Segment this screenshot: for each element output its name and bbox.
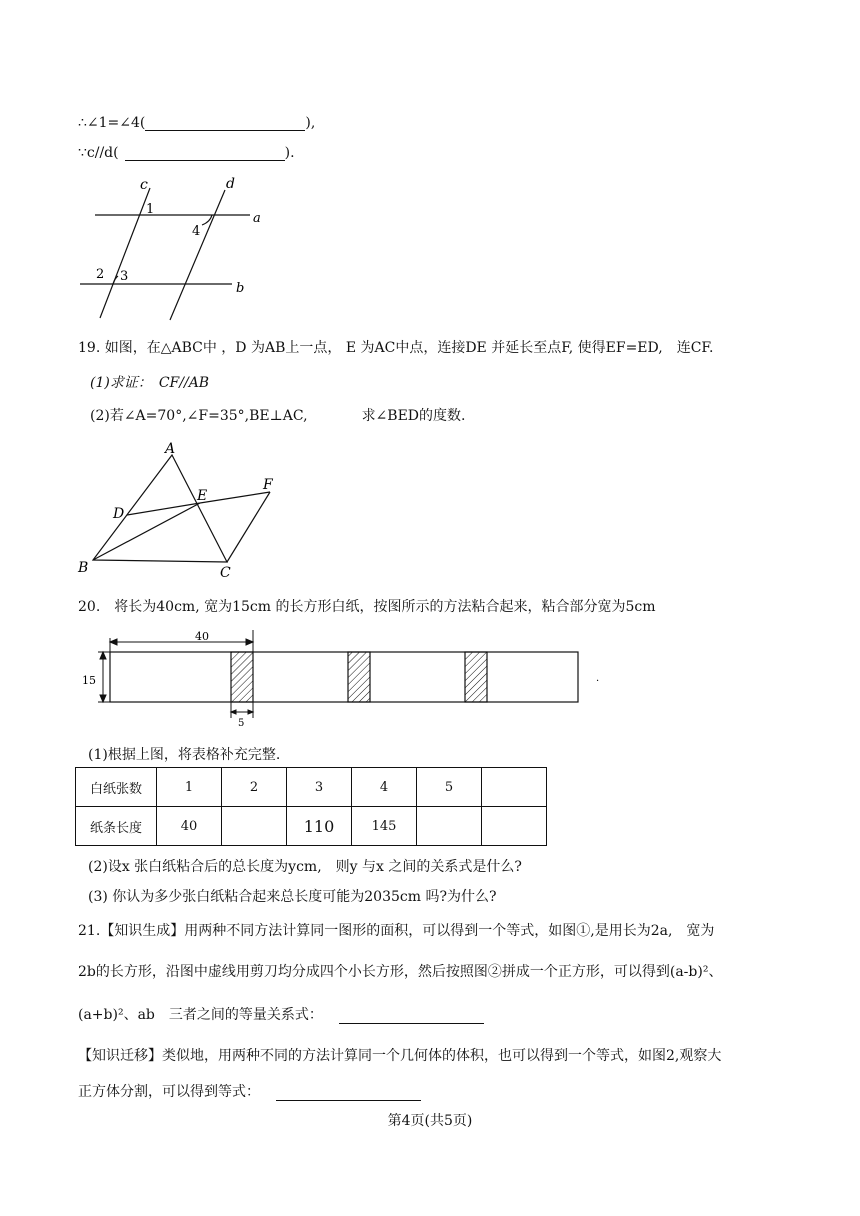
angle-1-label: 1: [146, 202, 155, 217]
angle-4-label: 4: [192, 224, 201, 239]
q21-line2: 2b的长方形，沿图中虚线用剪刀均分成四个小长方形，然后按照图②拼成一个正方形，可以得到(a-b)²、: [78, 964, 723, 980]
svg-text:·: ·: [596, 676, 600, 687]
q20-stem: 20. 将长为40cm, 宽为15cm 的长方形白纸，按图所示的方法粘合起来，粘合部分宽为5cm: [78, 599, 656, 615]
paper-strip: [110, 652, 578, 702]
q20-part1: (1)根据上图，将表格补充完整.: [88, 747, 281, 763]
table-cell: 110: [287, 807, 352, 846]
overlap-2: [348, 652, 370, 702]
q19-stem: 19. 如图，在△ABC中 ，D 为AB上一点， E 为AC中点，连接DE 并延长至点F, 使得EF=ED, 连CF.: [78, 340, 714, 356]
angle-3-label: 3: [120, 269, 129, 284]
table-cell: 40: [157, 807, 222, 846]
table-cell[interactable]: [417, 807, 482, 846]
table-header-cell: 纸条长度: [76, 807, 157, 846]
q21-line1: 21.【知识生成】用两种不同方法计算同一图形的面积，可以得到一个等式，如图①,是用长为2a, 宽为: [78, 923, 715, 939]
table-header-cell: 白纸张数: [76, 768, 157, 807]
table-cell[interactable]: [222, 807, 287, 846]
q21-line4: 【知识迁移】类似地，用两种不同的方法计算同一个几何体的体积，也可以得到一个等式，如图2,观察大: [78, 1048, 722, 1064]
q19-part2: (2)若∠A=70°,∠F=35°,BE⊥AC, 求∠BED的度数.: [90, 408, 466, 424]
q21-blank2[interactable]: [276, 1086, 421, 1101]
q18-line2: ∵c//d( ).: [78, 145, 295, 161]
table-cell: 1: [157, 768, 222, 807]
q20-table: [75, 767, 547, 846]
table-cell: 2: [222, 768, 287, 807]
dim-length-label: 40: [195, 630, 209, 643]
label-A: A: [165, 441, 176, 457]
label-c: c: [140, 177, 148, 193]
q18-line1: ∴∠1=∠4( ),: [78, 115, 316, 131]
table-cell: 4: [352, 768, 417, 807]
label-a: a: [253, 211, 261, 226]
label-D: D: [113, 506, 125, 522]
dim-width-label: 15: [82, 674, 96, 687]
table-cell: 5: [417, 768, 482, 807]
label-d: d: [226, 176, 235, 192]
angle-2-label: 2: [96, 267, 105, 282]
table-row: [76, 768, 547, 807]
table-cell[interactable]: [482, 768, 547, 807]
label-b: b: [236, 281, 245, 296]
table-cell: 3: [287, 768, 352, 807]
label-B: B: [78, 560, 89, 576]
overlap-1: [231, 652, 253, 702]
q20-part3: (3) 你认为多少张白纸粘合起来总长度可能为2035cm 吗?为什么?: [88, 889, 497, 905]
q21-line5: 正方体分割，可以得到等式：: [78, 1081, 421, 1101]
table-row: [76, 807, 547, 846]
label-E: E: [197, 488, 208, 504]
q20-part2: (2)设x 张白纸粘合后的总长度为ycm, 则y 与x 之间的关系式是什么?: [88, 859, 522, 875]
label-F: F: [263, 477, 273, 493]
dim-overlap-label: 5: [238, 718, 245, 729]
table-cell[interactable]: [482, 807, 547, 846]
q21-blank1[interactable]: [339, 1009, 484, 1024]
q21-line3: (a+b)²、ab 三者之间的等量关系式：: [78, 1004, 484, 1024]
page-footer: 第4页(共5页): [387, 1113, 473, 1129]
label-C: C: [220, 565, 231, 581]
table-cell: 145: [352, 807, 417, 846]
q19-part1: (1)求证： CF//AB: [90, 375, 210, 391]
overlap-3: [465, 652, 487, 702]
